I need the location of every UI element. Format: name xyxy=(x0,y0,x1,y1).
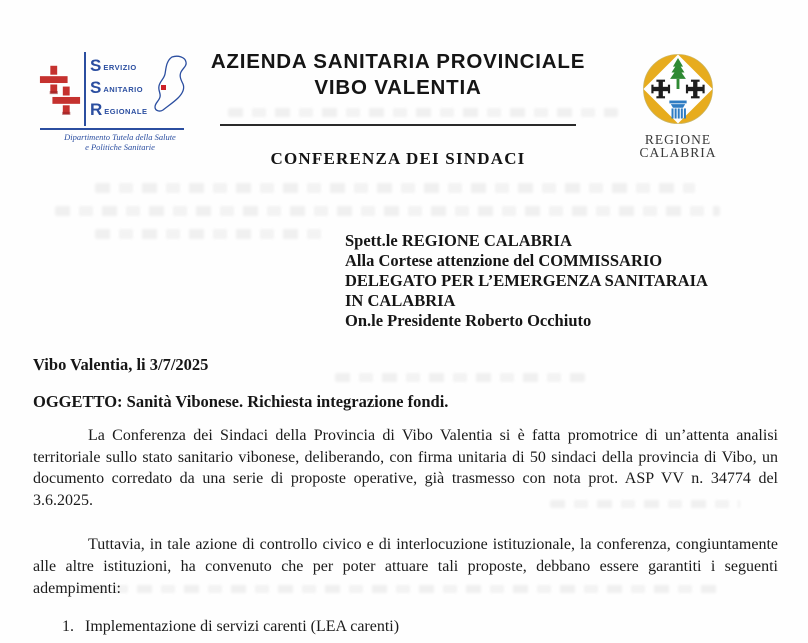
calabria-coat-of-arms-icon xyxy=(642,53,714,125)
ssr-line3-initial: R xyxy=(90,100,103,119)
scan-bleedthrough-artifact xyxy=(95,183,695,193)
recipient-line: IN CALABRIA xyxy=(345,291,456,310)
ssr-logo-text xyxy=(90,52,147,118)
scan-bleedthrough-artifact xyxy=(335,373,585,382)
list-item-number: 1. xyxy=(62,618,74,636)
scan-bleedthrough-artifact xyxy=(55,206,720,216)
recipient-block xyxy=(345,231,708,331)
ssr-logo-underline xyxy=(40,128,184,130)
regione-calabria-label xyxy=(628,133,728,159)
letterhead-subtitle: CONFERENZA DEI SINDACI xyxy=(270,148,526,168)
vibo-location-dot xyxy=(161,85,166,90)
regione-label-line2: CALABRIA xyxy=(639,145,717,160)
letterhead-center xyxy=(188,50,608,169)
letterhead-rule xyxy=(220,124,576,126)
scan-bleedthrough-artifact xyxy=(95,229,325,239)
body-paragraph-2: Tuttavia, in tale azione di controllo civico e di interlocuzione istituzionale, la conferenza, congiuntamente alle altre istituzioni, ha convenuto che per poter attuare tali proposte, debbano essere garantiti i seguenti adempimenti: xyxy=(33,536,778,597)
list-item-text: Implementazione di servizi carenti (LEA carenti) xyxy=(85,618,400,636)
subject-line: OGGETTO: Sanità Vibonese. Richiesta integrazione fondi. xyxy=(33,392,449,411)
org-title-line1: AZIENDA SANITARIA PROVINCIALE xyxy=(210,50,586,73)
regione-calabria-logo xyxy=(628,48,728,159)
numbered-list-item-1 xyxy=(33,616,778,638)
ssr-line2-rest: ANITARIO xyxy=(103,85,144,94)
org-title-line2: VIBO VALENTIA xyxy=(314,76,482,99)
ssr-line1-initial: S xyxy=(90,56,102,75)
regione-label-line1: REGIONE xyxy=(644,132,712,147)
ssr-logo-caption xyxy=(30,132,210,152)
recipient-line: On.le Presidente Roberto Occhiuto xyxy=(345,311,592,330)
recipient-line: DELEGATO PER L’EMERGENZA SANITARAIA xyxy=(345,271,708,290)
ssr-logo xyxy=(36,48,204,156)
ssr-caption-line1: Dipartimento Tutela della Salute xyxy=(64,132,176,142)
recipient-line: Alla Cortese attenzione del COMMISSARIO xyxy=(345,251,663,270)
ssr-line3-rest: EGIONALE xyxy=(104,107,148,116)
ssr-line1-rest: ERVIZIO xyxy=(103,63,137,72)
ssr-crosses-icon xyxy=(38,64,82,116)
ssr-logo-divider xyxy=(84,52,86,126)
recipient-line: Spett.le REGIONE CALABRIA xyxy=(345,231,572,250)
ssr-caption-line2: e Politiche Sanitarie xyxy=(85,142,155,152)
doric-column-icon xyxy=(669,101,686,119)
body-paragraph-1: La Conferenza dei Sindaci della Provincia di Vibo Valentia si è fatta promotrice di un’attenta analisi territoriale sullo stato sanitario vibonese, deliberando, con firma unitaria di 50 sindaci della provincia di Vibo, un documento corredato da una serie di proposte operative, già trasmesso con nota prot. ASP VV n. 34774 del 3.6.2025. xyxy=(33,427,778,509)
letter-body xyxy=(33,425,778,638)
ssr-line2-initial: S xyxy=(90,78,102,97)
place-date-line: Vibo Valentia, li 3/7/2025 xyxy=(33,355,209,374)
